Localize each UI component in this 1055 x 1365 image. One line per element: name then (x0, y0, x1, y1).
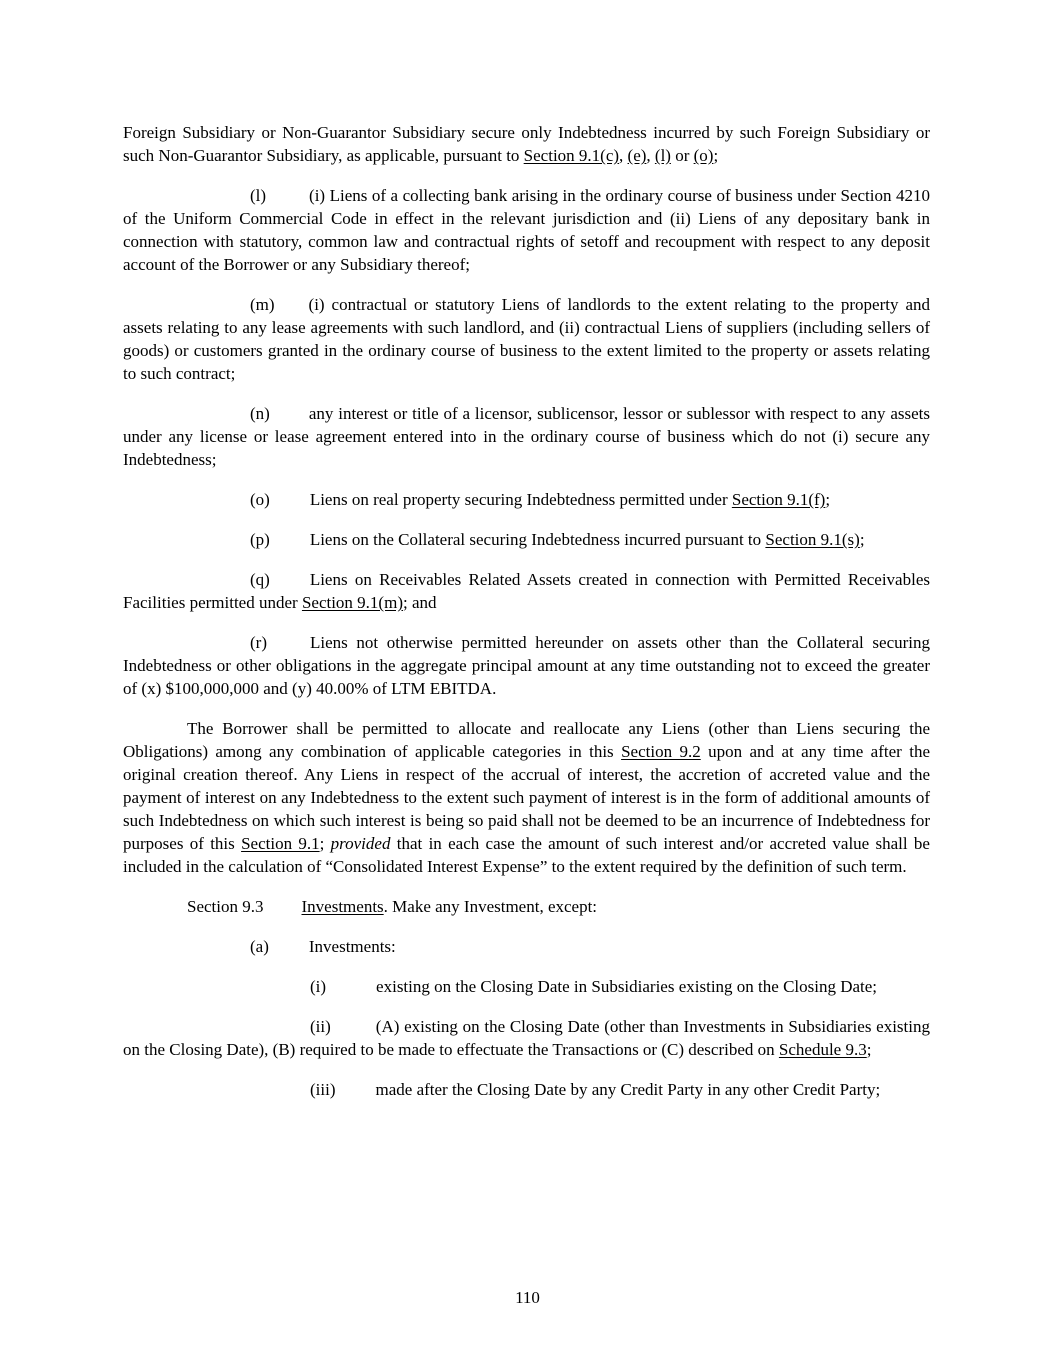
cross-reference: Section 9.2 (621, 742, 701, 761)
text-run: Liens on Receivables Related Assets created in connection with Permitted Receivables Facilities permitted under (123, 570, 930, 612)
text-run: (l) (250, 186, 267, 205)
text-run: that in each case the amount of such interest and/or accreted value shall be included in the calculation of “Consolidated Interest Expense” to the extent required by the definition of such term. (123, 834, 930, 876)
para-continuation (123, 121, 930, 167)
text-run: Investments: (308, 937, 396, 956)
cross-reference: Section 9.1 (241, 834, 320, 853)
clause-m (123, 293, 930, 385)
page-number-label: 110 (515, 1288, 540, 1307)
text-run: Liens not otherwise permitted hereunder on assets other than the Collateral securing Indebtedness or other obligations in the aggregate principal amount at any time outstanding not to exceed the greater of (x) $100,000,000 and (y) 40.00% of LTM EBITDA. (123, 633, 930, 698)
text-run: or (670, 146, 694, 165)
text-run: (iii) (310, 1080, 336, 1099)
text-run: ; (713, 146, 719, 165)
clause-o (123, 488, 930, 511)
text-run: ; and (402, 593, 437, 612)
text-run: Liens on the Collateral securing Indebtedness incurred pursuant to (309, 530, 766, 549)
para-borrower-allocation (123, 717, 930, 878)
cross-reference: Investments (301, 897, 384, 916)
text-run: (i) (310, 977, 327, 996)
clause-a-i (123, 975, 930, 998)
text-run: ; (859, 530, 865, 549)
cross-reference: Section 9.1(s) (765, 530, 860, 549)
cross-reference: (o) (693, 146, 714, 165)
text-run: The Borrower shall be permitted to allocate and reallocate any Liens (other than Liens securing the Obligations) among any combination of applicable categories in this (123, 719, 930, 761)
text-run: (n) (250, 404, 270, 423)
text-run: (A) existing on the Closing Date (other than Investments in Subsidiaries existing on the Closing Date), (B) required to be made to effectuate the Transactions or (C) described on (123, 1017, 930, 1059)
text-run: (r) (250, 633, 267, 652)
cross-reference: Section 9.1(m) (301, 593, 403, 612)
text-run: , (619, 146, 628, 165)
text-run: , (646, 146, 655, 165)
text-run: (o) (250, 490, 270, 509)
text-run: (p) (250, 530, 270, 549)
text-run: Foreign Subsidiary or Non-Guarantor Subsidiary secure only Indebtedness incurred by such Foreign Subsidiary or such Non-Guarantor Subsidiary, as applicable, pursuant to (123, 123, 930, 165)
text-run: (m) (250, 295, 275, 314)
text-run: (i) Liens of a collecting bank arising in the ordinary course of business under Section 4210 of the Uniform Commercial Code in effect in the relevant jurisdiction and (ii) Liens of any depositary bank in connection with statutory, common law and contractual rights of setoff and recoupment with respect to any deposit account of the Borrower or any Subsidiary thereof; (123, 186, 930, 274)
clause-l (123, 184, 930, 276)
text-run: (ii) (310, 1017, 331, 1036)
text-run: made after the Closing Date by any Credit Party in any other Credit Party; (375, 1080, 881, 1099)
text-run: existing on the Closing Date in Subsidiaries existing on the Closing Date; (376, 977, 878, 996)
text-run: . Make any Investment, except: (383, 897, 598, 916)
text-run: (q) (250, 570, 270, 589)
document-body (123, 121, 930, 1101)
text-run: (a) (250, 937, 269, 956)
cross-reference: (e) (627, 146, 647, 165)
text-run: (i) contractual or statutory Liens of landlords to the extent relating to the property and assets relating to any lease agreements with such landlord, and (ii) contractual Liens of suppliers (including sellers of goods) or customers granted in the ordinary course of business to the extent limited to the property or assets relating to such contract; (123, 295, 930, 383)
clause-q (123, 568, 930, 614)
section-9-3-heading (123, 895, 930, 918)
text-run: upon and at any time after the original creation thereof. Any Liens in respect of the accrual of interest, the accretion of accreted value and the payment of interest on any Indebtedness to the extent such payment of interest is in the form of additional amounts of such Indebtedness on which such interest is being so paid shall not be deemed to be an incurrence of Indebtedness for purposes of this (123, 742, 930, 853)
text-run: provided (330, 834, 391, 853)
text-run: any interest or title of a licensor, sublicensor, lessor or sublessor with respect to any assets under any license or lease agreement entered into in the ordinary course of business which do not (i) secure any Indebtedness; (123, 404, 930, 469)
clause-a-iii (123, 1078, 930, 1101)
clause-p (123, 528, 930, 551)
clause-a (123, 935, 930, 958)
cross-reference: Section 9.1(c) (523, 146, 620, 165)
text-run: ; (825, 490, 831, 509)
cross-reference: (l) (654, 146, 671, 165)
cross-reference: Schedule 9.3 (778, 1040, 867, 1059)
clause-r (123, 631, 930, 700)
text-run: ; (866, 1040, 872, 1059)
text-run: Section 9.3 (187, 897, 264, 916)
text-run: Liens on real property securing Indebtedness permitted under (309, 490, 732, 509)
clause-a-ii (123, 1015, 930, 1061)
text-run: ; (319, 834, 331, 853)
cross-reference: Section 9.1(f) (731, 490, 826, 509)
clause-n (123, 402, 930, 471)
